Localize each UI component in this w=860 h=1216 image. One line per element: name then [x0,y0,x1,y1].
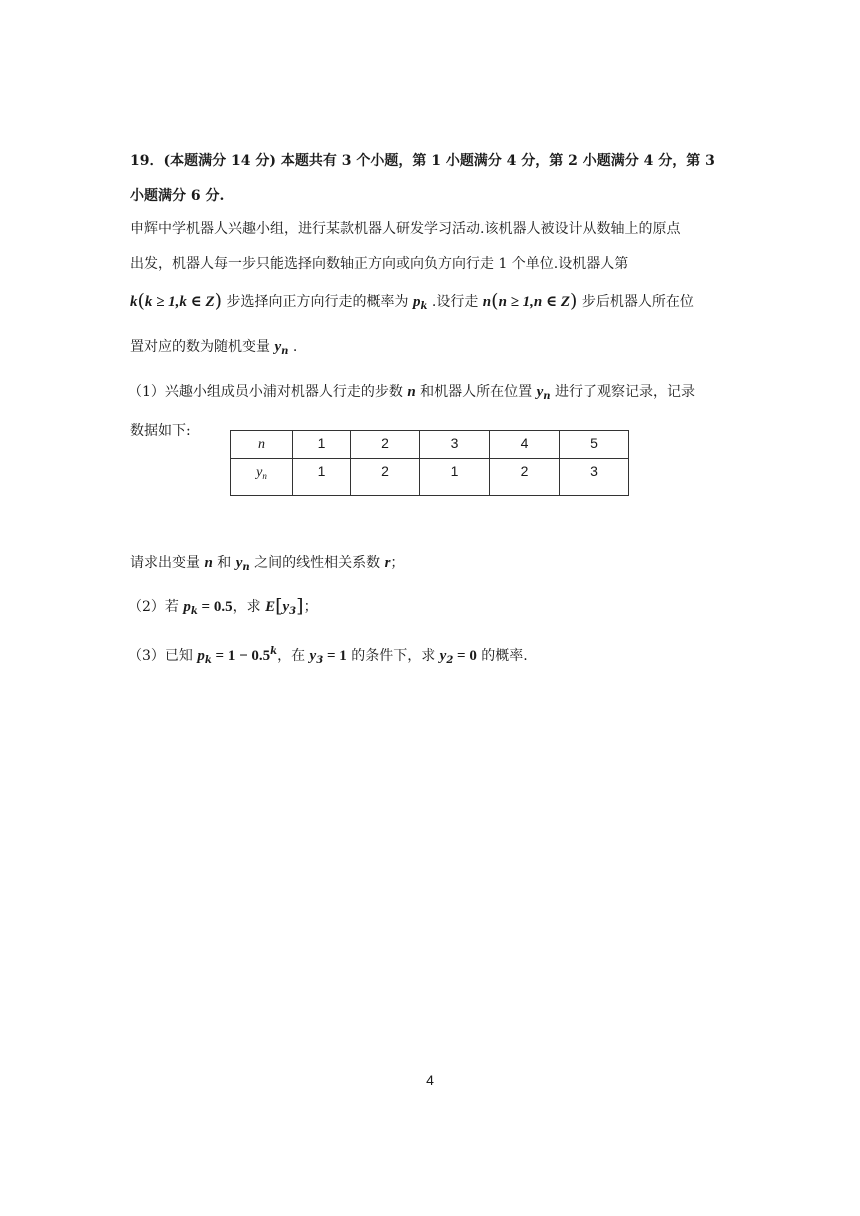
table-header-cell [231,459,293,496]
q1-text: 和机器人所在位置 [415,384,537,400]
q3-line [128,642,528,671]
q1-line1 [128,382,695,407]
math-superscript: k [270,646,278,657]
question-header-line2 [130,186,224,206]
math-n: n [482,294,492,310]
table-header-cell [231,431,293,459]
intro-line1 [130,219,680,239]
math-subscript: n [242,562,250,573]
math-subscript: k [420,301,428,312]
math-k: k [130,294,138,310]
q2-text: ； [303,599,318,615]
intro-line3 [130,291,694,317]
q1-ask-line [130,553,404,578]
q1-text: 进行了观察记录，记录 [550,384,696,400]
q1-text: 之间的线性相关系数 [249,555,385,571]
math-condition-n: n ≥ 1,n ∈ Z [498,294,570,310]
q1-text: （1）兴趣小组成员小浦对机器人行走的步数 [128,384,408,400]
intro-text: 步选择向正方向行走的概率为 [222,294,413,310]
table-row-yn [231,459,629,496]
bracket-open: [ [275,595,283,617]
math-p: p [197,648,205,664]
math-p: p [183,599,191,615]
q3-text: 的概率. [476,648,528,664]
math-n: n [407,384,416,400]
table-row-n [231,431,629,459]
intro-text: 步后机器人所在位 [577,294,694,310]
q2-text: ，求 [232,599,266,615]
observation-table [230,430,629,496]
question-header-line1 [130,151,715,171]
bracket-close: ] [296,595,304,617]
math-n: n [204,555,213,571]
math-subscript: n [543,391,551,402]
table-cell: 2 [351,431,420,459]
math-subscript: 3 [316,655,324,666]
intro-text: 置对应的数为随机变量 [130,339,275,355]
math-subscript: 3 [289,606,297,617]
math-equation: = 0.5 [197,599,233,615]
question-header-text: 19．(本题满分 14 分) 本题共有 3 个小题，第 1 小题满分 4 分，第 2 小题满分 4 分，第 3 [130,153,715,169]
math-y: y [235,555,243,571]
q1-text: 数据如下: [130,423,191,439]
math-subscript: n [281,346,289,357]
math-y: y [439,648,447,664]
math-subscript: k [204,655,212,666]
math-E: E [265,599,276,615]
table-cell: 3 [420,431,490,459]
q3-text: ，在 [277,648,310,664]
table-header-y: y [256,465,263,480]
table-cell: 5 [560,431,629,459]
math-y: y [309,648,317,664]
math-condition-k: k ≥ 1,k ∈ Z [144,294,215,310]
table-cell: 1 [420,459,490,496]
table-cell: 4 [490,431,560,459]
math-subscript: k [190,606,198,617]
math-r: r [384,555,391,571]
table-cell: 1 [293,431,351,459]
intro-line4 [130,337,297,362]
table-cell: 1 [293,459,351,496]
q2-line [128,596,318,622]
q1-text: 请求出变量 [130,555,205,571]
math-equation: = 1 [323,648,347,664]
question-header-text-cont: 小题满分 6 分. [130,188,225,204]
math-p: p [413,294,421,310]
intro-text: . [288,339,298,355]
math-subscript: 2 [446,655,454,666]
math-equation: = 1 − 0.5 [211,648,271,664]
table-header-subscript: n [262,471,267,481]
table-cell: 2 [490,459,560,496]
math-equation: = 0 [453,648,477,664]
math-y: y [282,599,290,615]
intro-text: .设行走 [427,294,483,310]
table-cell: 2 [351,459,420,496]
paren-open: ( [491,290,499,312]
paren-close: ) [214,290,223,312]
intro-text: 申辉中学机器人兴趣小组，进行某款机器人研发学习活动.该机器人被设计从数轴上的原点 [130,221,681,237]
q1-text: 和 [212,555,236,571]
page-number: 4 [426,1072,434,1088]
q1-line2 [130,421,191,441]
q3-text: （3）已知 [128,648,198,664]
paren-close: ) [570,290,578,312]
intro-line2 [130,254,628,274]
math-y: y [274,339,282,355]
table-header-n: n [258,437,265,452]
math-y: y [536,384,544,400]
q2-text: （2）若 [128,599,184,615]
intro-text: 出发，机器人每一步只能选择向数轴正方向或向负方向行走 1 个单位.设机器人第 [130,256,629,272]
paren-open: ( [137,290,145,312]
q1-text: ； [390,555,405,571]
table-cell: 3 [560,459,629,496]
q3-text: 的条件下，求 [346,648,440,664]
